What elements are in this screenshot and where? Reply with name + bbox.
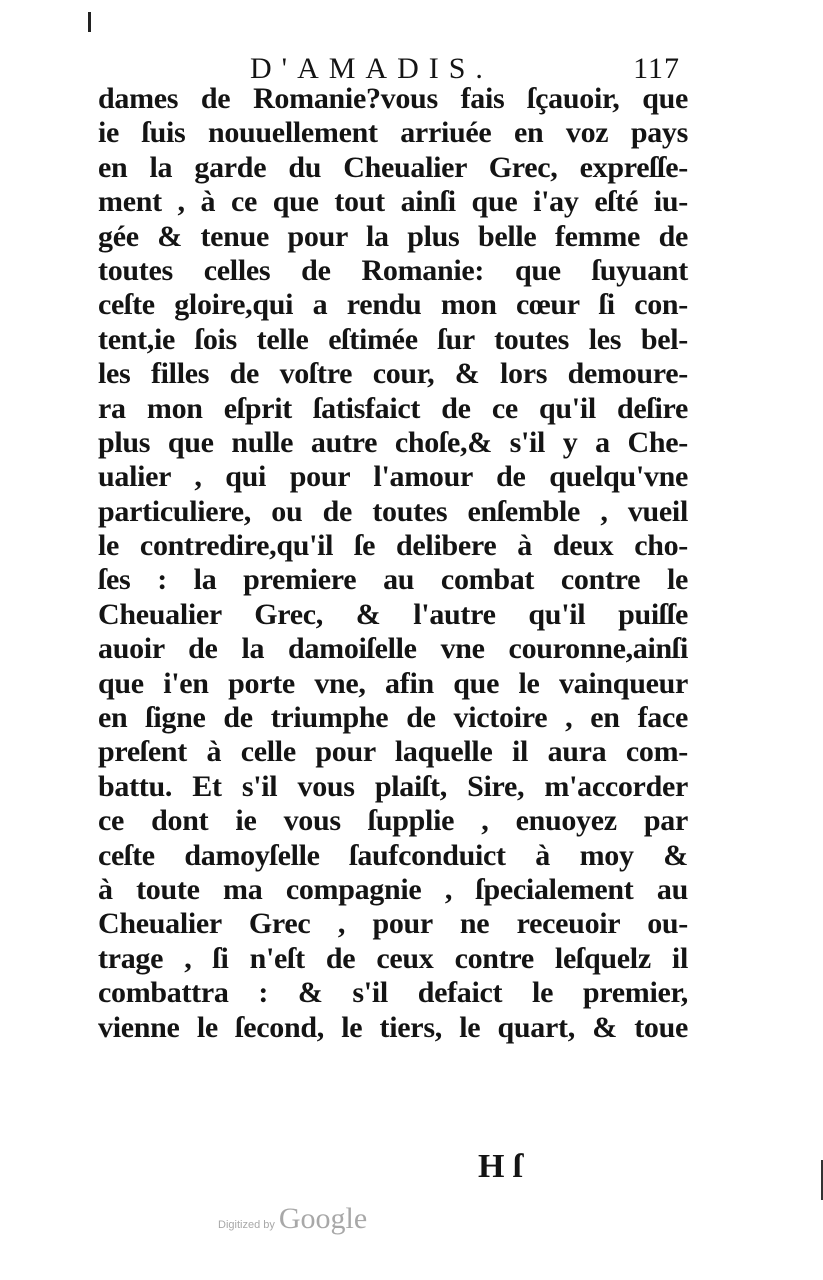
text-line: ment , à ce que tout ainſi que i'ay eſté iu-: [98, 185, 688, 219]
text-line: preſent à celle pour laquelle il aura com-: [98, 735, 688, 769]
page-number: 117: [633, 52, 680, 85]
body-text: [98, 82, 688, 1045]
running-head: D'AMADIS.: [250, 52, 493, 85]
watermark-prefix: Digitized by: [218, 1219, 275, 1231]
text-line: les filles de voſtre cour, & lors demoure-: [98, 357, 688, 391]
text-line: ualier , qui pour l'amour de quelqu'vne: [98, 460, 688, 494]
text-line: en la garde du Cheualier Grec, expreſſe-: [98, 150, 688, 184]
text-line: en ſigne de triumphe de victoire , en face: [98, 701, 688, 735]
text-line: gée & tenue pour la plus belle femme de: [98, 219, 688, 253]
signature-mark: H ſ: [478, 1148, 523, 1185]
text-line: dames de Romanie?vous fais ſçauoir, que: [98, 82, 688, 115]
text-line: ceſte gloire,qui a rendu mon cœur ſi con-: [98, 288, 688, 322]
text-line: toutes celles de Romanie: que ſuyuant: [98, 253, 688, 287]
text-line: combattra : & s'il defaict le premier,: [98, 976, 688, 1010]
text-line: Cheualier Grec, & l'autre qu'il puiſſe: [98, 597, 688, 631]
text-line: que i'en porte vne, afin que le vainqueur: [98, 666, 688, 700]
text-line: tent,ie ſois telle eſtimée ſur toutes les bel-: [98, 322, 688, 356]
margin-mark: [88, 12, 91, 32]
digitized-watermark: [218, 1202, 367, 1236]
text-line: ie ſuis nouuellement arriuée en voz pays: [98, 116, 688, 150]
text-line: particuliere, ou de toutes enſemble , vueil: [98, 494, 688, 528]
text-line: ra mon eſprit ſatisfaict de ce qu'il deſire: [98, 391, 688, 425]
google-logo: Google: [278, 1202, 368, 1235]
text-line: à toute ma compagnie , ſpecialement au: [98, 872, 688, 906]
text-line: battu. Et s'il vous plaiſt, Sire, m'accorder: [98, 769, 688, 803]
text-line: plus que nulle autre choſe,& s'il y a Che-: [98, 425, 688, 459]
text-line: ce dont ie vous ſupplie , enuoyez par: [98, 804, 688, 838]
text-line: trage , ſi n'eſt de ceux contre leſquelz il: [98, 941, 688, 975]
text-line: ſes : la premiere au combat contre le: [98, 563, 688, 597]
text-line: vienne le ſecond, le tiers, le quart, & toue: [98, 1010, 688, 1044]
text-line: Cheualier Grec , pour ne receuoir ou-: [98, 907, 688, 941]
text-line: ceſte damoyſelle ſaufconduict à moy &: [98, 838, 688, 872]
text-line: auoir de la damoiſelle vne couronne,ainſi: [98, 632, 688, 666]
text-line: le contredire,qu'il ſe delibere à deux cho-: [98, 529, 688, 563]
